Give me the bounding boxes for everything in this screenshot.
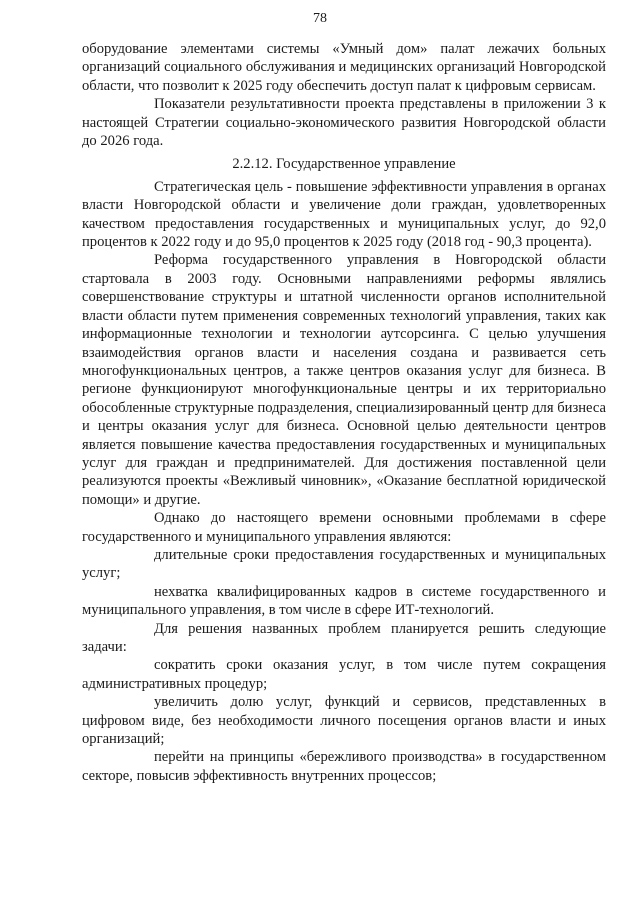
paragraph-indicators: Показатели результативности проекта представлены в приложении 3 к настоящей Стратегии социально-экономического развития Новгородской области до 2026 года. [82,96,606,150]
section-heading: 2.2.12. Государственное управление [232,156,456,173]
paragraph-problems-intro: Однако до настоящего времени основными проблемами в сфере государственного и муниципального управления являются: [82,510,606,545]
list-item-problem-1: длительные сроки предоставления государственных и муниципальных услуг; [82,546,606,582]
paragraph-reform: Реформа государственного управления в Новгородской области стартовала в 2003 году. Основными направлениями реформы являлись совершенствование структуры и штатной численности органов исполнительной власти области путем применения современных технологий управления, таких как информационные технологии и технологии аутсорсинга. С целью улучшения взаимодействия органов власти и населения создана и развивается сеть многофункциональных центров, а также центров оказания услуг для бизнеса. В регионе функционируют многофункциональные центры и их территориально обособленные структурные подразделения, специализированный центр для бизнеса и центры оказания услуг для бизнеса. Основной целью деятельности центров является повышение качества предоставления государственных и муниципальных услуг для граждан и предпринимателей. Для достижения поставленной цели реализуются проекты «Вежливый чиновник», «Оказание бесплатной юридической помощи» и другие. [82,252,606,508]
list-item-task-2: увеличить долю услуг, функций и сервисов, представленных в цифровом виде, без необходимости личного посещения органов власти и иных организаций; [82,694,606,748]
page-number: 78 [313,11,327,26]
list-item-task-1: сократить сроки оказания услуг, в том числе путем сокращения административных процедур; [82,657,606,692]
paragraph-strategic-goal: Стратегическая цель - повышение эффективности управления в органах власти Новгородской области и увеличение доли граждан, удовлетворенных качеством предоставления государственных и муниципальных услуг, до 92,0 процентов к 2022 году и до 95,0 процентов к 2025 году (2018 год - 90,3 процента). [82,178,606,251]
list-item-task-3: перейти на принципы «бережливого производства» в государственном секторе, повысив эффективность внутренних процессов; [82,749,606,784]
document-body [82,40,606,785]
list-item-problem-2: нехватка квалифицированных кадров в системе государственного и муниципального управления, в том числе в сфере ИТ-технологий. [82,583,606,619]
paragraph-tasks-intro: Для решения названных проблем планируется решить следующие задачи: [82,620,606,655]
paragraph-continuation: оборудование элементами системы «Умный дом» палат лежачих больных организаций социального обслуживания и медицинских организаций Новгородской области, что позволит к 2025 году обеспечить доступ палат к цифровым сервисам. [82,41,606,94]
